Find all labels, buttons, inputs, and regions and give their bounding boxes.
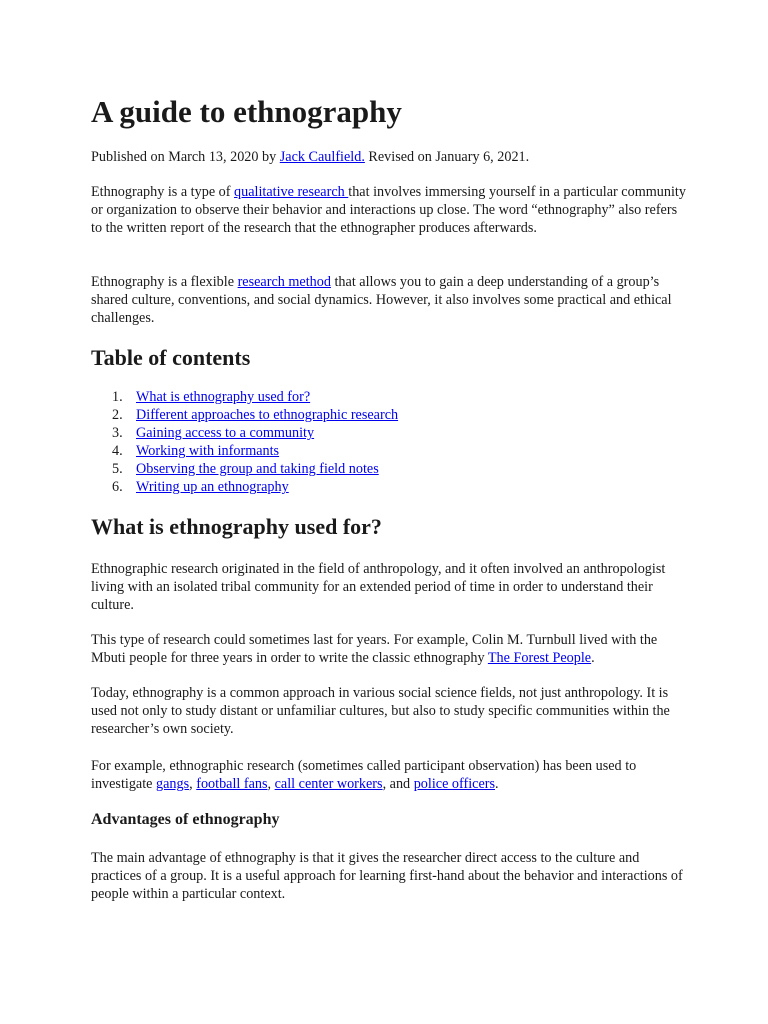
police-officers-link[interactable]: police officers xyxy=(413,776,495,793)
call-center-workers-link[interactable]: call center workers xyxy=(274,776,383,793)
author-link[interactable]: Jack Caulfield. xyxy=(279,149,365,165)
forest-people-link[interactable]: The Forest People xyxy=(487,650,592,667)
toc-link-working-with-informants[interactable]: Working with informants xyxy=(136,443,280,460)
subheading-advantages: Advantages of ethnography xyxy=(91,811,280,828)
section-heading-what-is-ethnography: What is ethnography used for? xyxy=(91,514,382,539)
revised-date: Revised on January 6, 2021. xyxy=(364,149,530,165)
toc-link-writing-up[interactable]: Writing up an ethnography xyxy=(136,479,289,496)
published-date: Published on March 13, 2020 by xyxy=(91,149,280,165)
section1-paragraph-4: For example, ethnographic research (sometimes called participant observation) has been used to investigate gangs, football fans, call center workers, and police officers. xyxy=(91,758,637,793)
page-title: A guide to ethnography xyxy=(91,94,402,129)
intro-paragraph-1: Ethnography is a type of qualitative research that involves immersing yourself in a particular community or organization to observe their behavior and interactions up close. The word “ethnography” also refers to the written report of the research that the ethnographer produces afterwards. xyxy=(91,184,686,237)
intro-paragraph-2: Ethnography is a flexible research method that allows you to gain a deep understanding of a group’s shared culture, conventions, and social dynamics. However, it also involves some practical and ethical challenges. xyxy=(91,274,672,327)
article-meta xyxy=(91,148,689,166)
toc-item: 1. What is ethnography used for? xyxy=(112,389,311,405)
toc-item: 4. Working with informants xyxy=(112,443,280,460)
toc-item: 6. Writing up an ethnography xyxy=(112,479,289,496)
toc-heading: Table of contents xyxy=(91,345,251,370)
advantages-paragraph-1: The main advantage of ethnography is that it gives the researcher direct access to the culture and practices of a group. It is a useful approach for learning first-hand about the behavior and interactions of people within a particular context. xyxy=(91,850,683,903)
section1-paragraph-3: Today, ethnography is a common approach in various social science fields, not just anthropology. It is used not only to study distant or unfamiliar cultures, but also to study specific communities within the researcher’s own society. xyxy=(91,685,670,738)
table-of-contents xyxy=(91,388,398,497)
section1-paragraph-2: This type of research could sometimes last for years. For example, Colin M. Turnbull lived with the Mbuti people for three years in order to write the classic ethnography The Forest People. xyxy=(91,632,658,667)
toc-item: 5. Observing the group and taking field notes xyxy=(112,461,379,478)
research-method-link[interactable]: research method xyxy=(237,274,331,290)
qualitative-research-link[interactable]: qualitative research xyxy=(234,184,349,200)
toc-item: 3. Gaining access to a community xyxy=(112,425,315,442)
section1-paragraph-1: Ethnographic research originated in the field of anthropology, and it often involved an anthropologist living with an isolated tribal community for an extended period of time in order to understand their culture. xyxy=(91,561,666,614)
toc-item: 2. Different approaches to ethnographic research xyxy=(112,407,399,424)
football-fans-link[interactable]: football fans xyxy=(196,776,268,793)
gangs-link[interactable]: gangs xyxy=(156,776,190,793)
toc-link-different-approaches[interactable]: Different approaches to ethnographic research xyxy=(136,407,399,424)
toc-link-observing-the-group[interactable]: Observing the group and taking field notes xyxy=(136,461,379,478)
toc-link-what-is-ethnography[interactable]: What is ethnography used for? xyxy=(136,389,311,405)
toc-link-gaining-access[interactable]: Gaining access to a community xyxy=(136,425,315,442)
